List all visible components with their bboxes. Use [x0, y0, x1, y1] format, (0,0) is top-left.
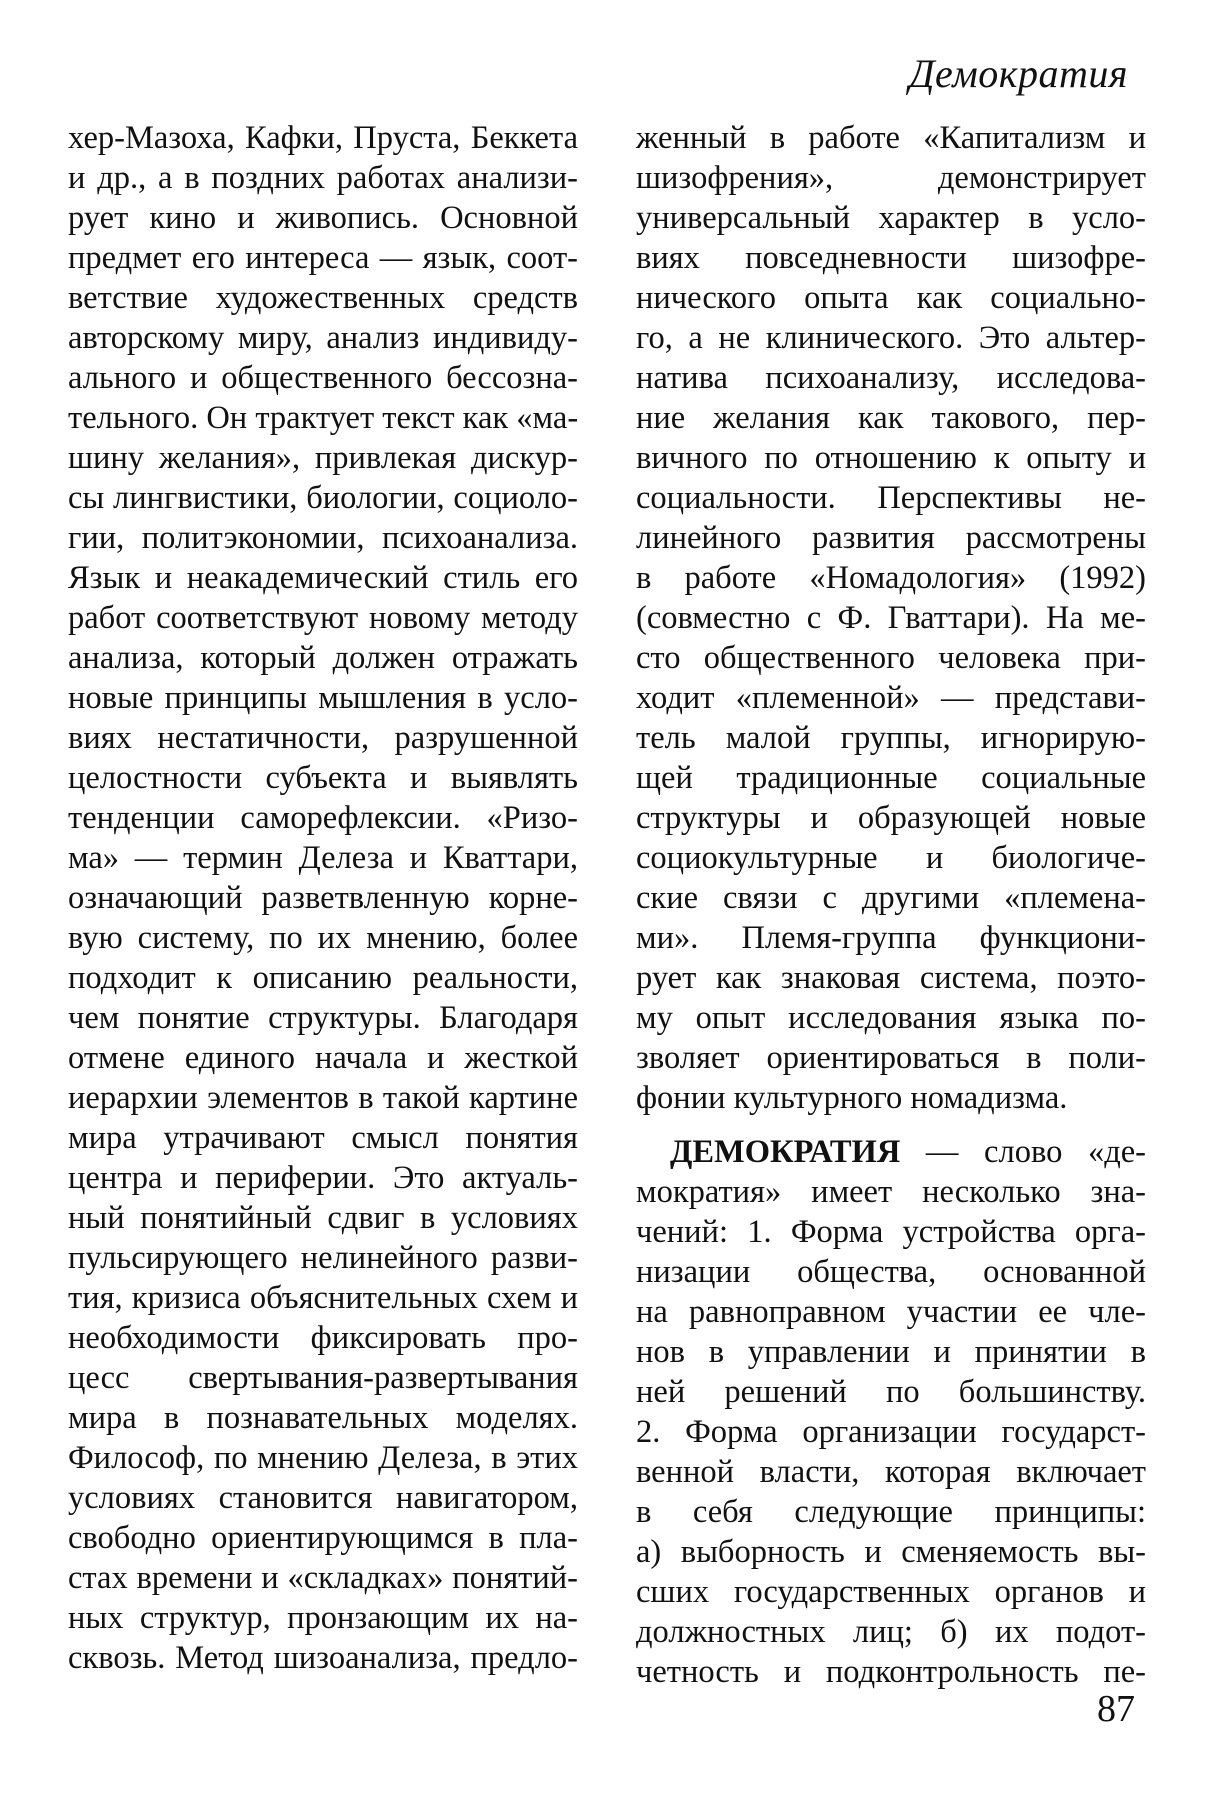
- text-line: Язык и неакадемический стиль его: [68, 560, 578, 596]
- text-line: ального и общественного бессозна-: [68, 360, 578, 396]
- text-line: щей традиционные социальные: [636, 760, 1146, 796]
- text-line: хер-Мазоха, Кафки, Пруста, Беккета: [68, 120, 578, 156]
- paragraph-gap: [636, 1118, 1146, 1132]
- text-line: мира утрачивают смысл понятия: [68, 1120, 578, 1156]
- text-line: социокультурные и биологиче-: [636, 840, 1146, 876]
- text-line: должностных лиц; б) их подот-: [636, 1614, 1146, 1650]
- text-line: чем понятие структуры. Благодаря: [68, 1000, 578, 1036]
- text-line: иерархии элементов в такой картине: [68, 1080, 578, 1116]
- text-line: вую систему, по их мнению, более: [68, 920, 578, 956]
- text-line: подходит к описанию реальности,: [68, 960, 578, 996]
- text-line: условиях становится навигатором,: [68, 1480, 578, 1516]
- text-line: социальности. Перспективы не-: [636, 480, 1146, 516]
- text-line: в себя следующие принципы:: [636, 1494, 1146, 1530]
- text-line: структуры и образующей новые: [636, 800, 1146, 836]
- text-line: фонии культурного номадизма.: [636, 1080, 1068, 1116]
- text-line: необходимости фиксировать про-: [68, 1320, 578, 1356]
- text-line: рует как знаковая система, поэто-: [636, 960, 1146, 996]
- text-line: натива психоанализу, исследова-: [636, 360, 1146, 396]
- text-line: ми». Племя-группа функциони-: [636, 920, 1146, 956]
- text-line: линейного развития рассмотрены: [636, 520, 1146, 556]
- text-line: ветствие художественных средств: [68, 280, 578, 316]
- text-line: зволяет ориентироваться в поли-: [636, 1040, 1146, 1076]
- text-line: венной власти, которая включает: [636, 1454, 1146, 1490]
- text-line: шину желания», привлекая дискур-: [68, 440, 578, 476]
- text-line: универсальный характер в усло-: [636, 200, 1146, 236]
- text-line: ней решений по большинству.: [636, 1374, 1146, 1410]
- text-line: центра и периферии. Это актуаль-: [68, 1160, 578, 1196]
- text-line: предмет его интереса — язык, соот-: [68, 240, 578, 276]
- right-column: [636, 118, 1146, 1692]
- text-line: сто общественного человека при-: [636, 640, 1146, 676]
- text-line: стах времени и «складках» понятий-: [68, 1560, 578, 1596]
- page-number: 87: [1097, 1688, 1135, 1730]
- text-line: ские связи с другими «племена-: [636, 880, 1146, 916]
- text-line: 2. Форма организации государст-: [636, 1414, 1146, 1450]
- text-line: нов в управлении и принятии в: [636, 1334, 1146, 1370]
- text-line: ных структур, пронзающим их на-: [68, 1600, 578, 1636]
- entry-term: ДЕМОКРАТИЯ: [670, 1134, 901, 1170]
- text-line: сших государственных органов и: [636, 1574, 1146, 1610]
- text-line: гии, политэкономии, психоанализа.: [68, 520, 578, 556]
- text-line: Философ, по мнению Делеза, в этих: [68, 1440, 578, 1476]
- text-line: чений: 1. Форма устройства орга-: [636, 1214, 1146, 1250]
- text-line: му опыт исследования языка по-: [636, 1000, 1146, 1036]
- text-line: го, а не клинического. Это альтер-: [636, 320, 1146, 356]
- text-line: свободно ориентирующимся в пла-: [68, 1520, 578, 1556]
- right-column-paragraph-1: [636, 118, 1146, 1118]
- text-line: рует кино и живопись. Основной: [68, 200, 578, 236]
- running-head: Демократия: [909, 51, 1128, 96]
- text-line: вичного по отношению к опыту и: [636, 440, 1146, 476]
- text-line: целостности субъекта и выявлять: [68, 760, 578, 796]
- text-line: четность и подконтрольность пе-: [636, 1654, 1146, 1690]
- text-line: сквозь. Метод шизоанализа, предло-: [68, 1640, 578, 1676]
- entry-heading-line: [636, 1132, 1146, 1172]
- text-line: ный понятийный сдвиг в условиях: [68, 1200, 578, 1236]
- text-line: пульсирующего нелинейного разви-: [68, 1240, 578, 1276]
- text-line: мира в познавательных моделях.: [68, 1400, 578, 1436]
- text-line: новые принципы мышления в усло-: [68, 680, 578, 716]
- text-line: виях повседневности шизофре-: [636, 240, 1146, 276]
- text-line: ходит «племенной» — представи-: [636, 680, 1146, 716]
- text-line: женный в работе «Капитализм и: [636, 120, 1146, 156]
- text-line: цесс свертывания-развертывания: [68, 1360, 578, 1396]
- text-line: на равноправном участии ее чле-: [636, 1294, 1146, 1330]
- text-line: ма» — термин Делеза и Кваттари,: [68, 840, 578, 876]
- text-line: низации общества, основанной: [636, 1254, 1146, 1290]
- text-line: шизофрения», демонстрирует: [636, 160, 1146, 196]
- text-line: отмене единого начала и жесткой: [68, 1040, 578, 1076]
- text-line: работ соответствуют новому методу: [68, 600, 578, 636]
- text-line: тель малой группы, игнорирую-: [636, 720, 1146, 756]
- text-line: в работе «Номадология» (1992): [636, 560, 1146, 596]
- text-line: а) выборность и сменяемость вы-: [636, 1534, 1146, 1570]
- text-line: ние желания как такового, пер-: [636, 400, 1146, 436]
- text-line: и др., а в поздних работах анализи-: [68, 160, 578, 196]
- text-line: нического опыта как социально-: [636, 280, 1146, 316]
- text-line: тенденции саморефлексии. «Ризо-: [68, 800, 578, 836]
- right-column-paragraph-2: [636, 1172, 1146, 1692]
- text-line: тельного. Он трактует текст как «ма-: [68, 400, 579, 436]
- text-line: означающий разветвленную корне-: [68, 880, 578, 916]
- left-column: [68, 118, 578, 1678]
- text-line: виях нестатичности, разрушенной: [68, 720, 578, 756]
- text-line: сы лингвистики, биологии, социоло-: [68, 480, 578, 516]
- text-line: анализа, который должен отражать: [68, 640, 578, 676]
- text-line: авторскому миру, анализ индивиду-: [68, 320, 578, 356]
- text-line: мократия» имеет несколько зна-: [636, 1174, 1146, 1210]
- entry-first-line-rest: — слово «де-: [900, 1134, 1146, 1170]
- text-line: (совместно с Ф. Гваттари). На ме-: [636, 600, 1146, 636]
- text-line: тия, кризиса объяснительных схем и: [68, 1280, 578, 1316]
